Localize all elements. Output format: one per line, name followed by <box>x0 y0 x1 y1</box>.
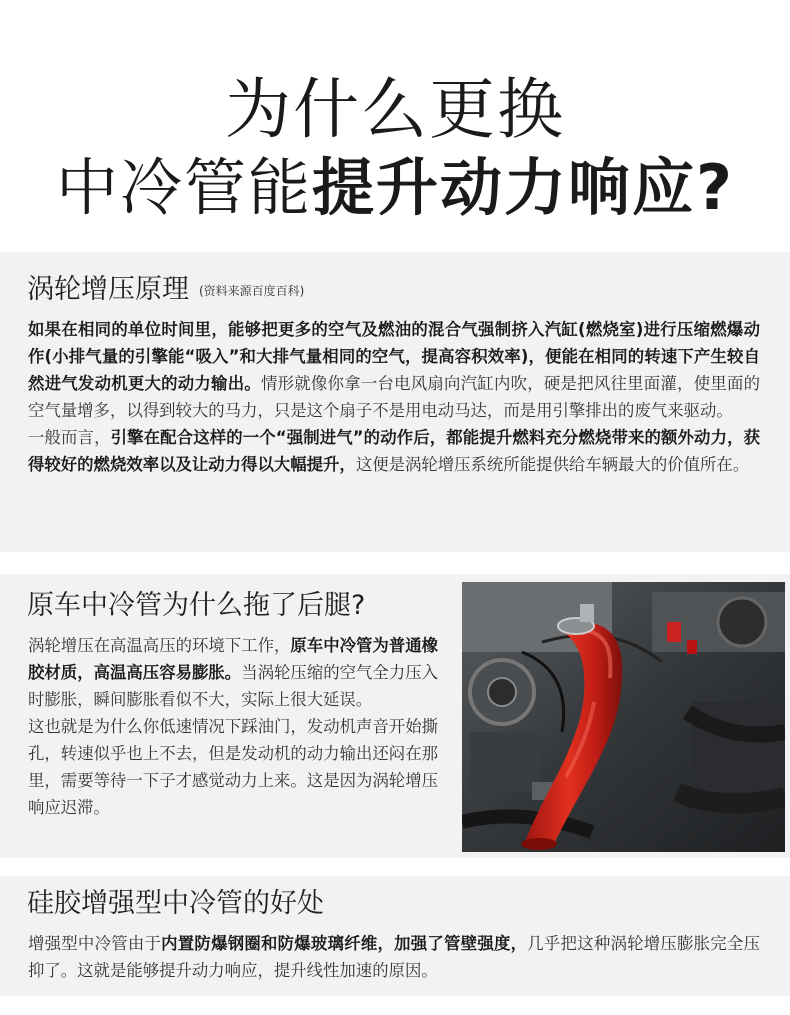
paragraph <box>28 632 438 713</box>
hero-title-line1: 为什么更换 <box>225 71 565 148</box>
source-note: (资料来源百度百科) <box>199 284 305 298</box>
paragraph: 这也就是为什么你低速情况下踩油门，发动机声音开始撕孔，转速似乎也上不去，但是发动机的动力输出还闷在那里，需要等待一下子才感觉动力上来。这是因为涡轮增压响应迟滞。 <box>28 717 438 817</box>
hero-title-regular: 中冷管能 <box>56 151 313 224</box>
regular-text: 增强型中冷管由于 <box>28 934 162 953</box>
hero-banner <box>0 0 790 250</box>
bold-text: 内置防爆钢圈和防爆玻璃纤维，加强了管壁强度， <box>161 934 528 953</box>
section-title: 原车中冷管为什么拖了后腿? <box>27 590 366 621</box>
bold-text: 原车中冷管为普通橡胶材质，高温高压容易膨胀。 <box>28 636 438 682</box>
bold-text: 如果在相同的单位时间里，能够把更多的空气及燃油的混合气强制挤入汽缸(燃烧室)进行压缩燃爆动作(小排气量的引擎能“吸入”和大排气量相同的空气，提高容积效率)，便能在相同的转速下产生较自然进气发动机更大的动力输出。 <box>28 320 760 393</box>
paragraph <box>28 316 760 424</box>
regular-text: 几乎把这种涡轮增压膨胀完全压抑了。这就是能够提升动力响应，提升线性加速的原因。 <box>28 934 761 980</box>
section-body <box>28 316 760 478</box>
section-title-text: 涡轮增压原理 <box>27 274 189 305</box>
section-turbo-principle <box>0 252 790 552</box>
paragraph <box>28 930 760 984</box>
bold-text: 引擎在配合这样的一个“强制进气”的动作后，都能提升燃料充分燃烧带来的额外动力，获得较好的燃烧效率以及让动力得以大幅提升， <box>28 428 761 474</box>
section-silicone-benefits <box>0 876 790 996</box>
section-title: 硅胶增强型中冷管的好处 <box>27 888 324 919</box>
regular-text: 情形就像你拿一台电风扇向汽缸内吹，硬是把风往里面灌，使里面的空气量增多，以得到较大的马力，只是这个扇子不是用电动马达，而是用引擎排出的废气来驱动。 <box>28 374 761 420</box>
regular-text: 当涡轮压缩的空气全力压入时膨胀，瞬间膨胀看似不大，实际上很大延误。 <box>28 663 439 709</box>
regular-text: 这便是涡轮增压系统所能提供给车辆最大的价值所在。 <box>355 455 750 474</box>
engine-hose-illustration <box>462 582 785 852</box>
hero-title-bold: 提升动力响应? <box>312 151 734 224</box>
engine-hose-photo <box>462 582 785 852</box>
section-body <box>28 930 760 984</box>
hero-title-line2 <box>0 148 790 228</box>
section-body <box>28 632 438 821</box>
section-title <box>27 272 304 309</box>
regular-text: 一般而言， <box>28 428 111 447</box>
paragraph <box>28 424 760 478</box>
regular-text: 涡轮增压在高温高压的环境下工作， <box>28 636 291 655</box>
